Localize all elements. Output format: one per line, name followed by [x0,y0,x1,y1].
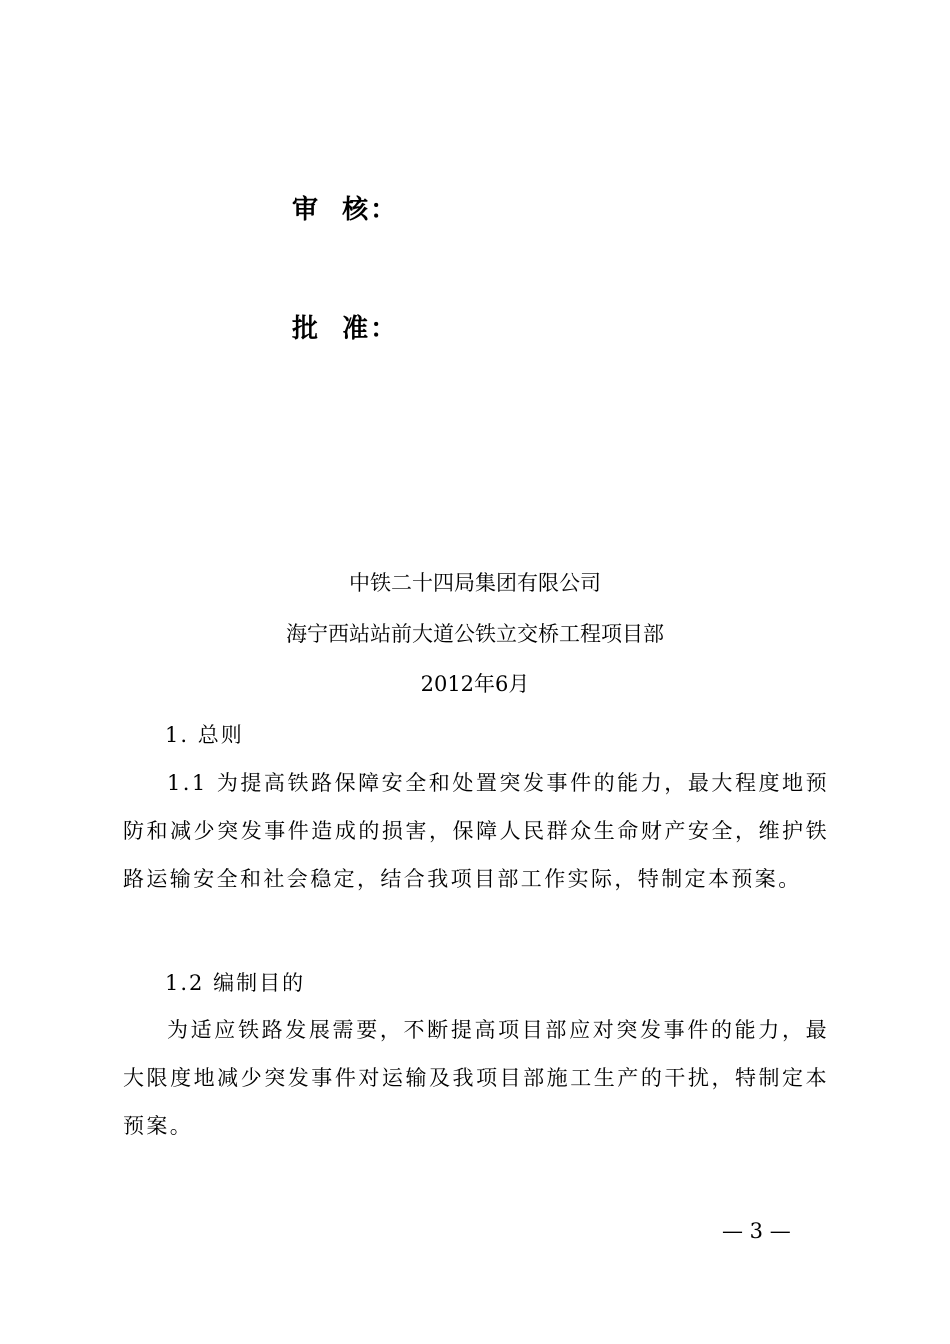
review-signature-label: 审 核： [292,195,399,225]
approve-signature-label: 批 准： [292,314,399,344]
section-heading-general: 1. 总则 [165,723,244,747]
page-number: — 3 — [722,1219,791,1243]
paragraph-1-2: 为适应铁路发展需要，不断提高项目部应对突发事件的能力，最大限度地减少突发事件对运输及我项目部施工生产的干扰，特制定本预案。 [123,1018,829,1138]
project-department-name: 海宁西站站前大道公铁立交桥工程项目部 [286,622,664,646]
paragraph-1-1: 1.1 为提高铁路保障安全和处置突发事件的能力，最大程度地预防和减少突发事件造成的损害，保障人民群众生命财产安全，维护铁路运输安全和社会稳定，结合我项目部工作实际，特制定本预案。 [123,771,829,891]
document-date: 2012年6月 [420,672,530,696]
organization-name: 中铁二十四局集团有限公司 [349,571,601,595]
section-heading-purpose: 1.2 编制目的 [165,971,306,995]
